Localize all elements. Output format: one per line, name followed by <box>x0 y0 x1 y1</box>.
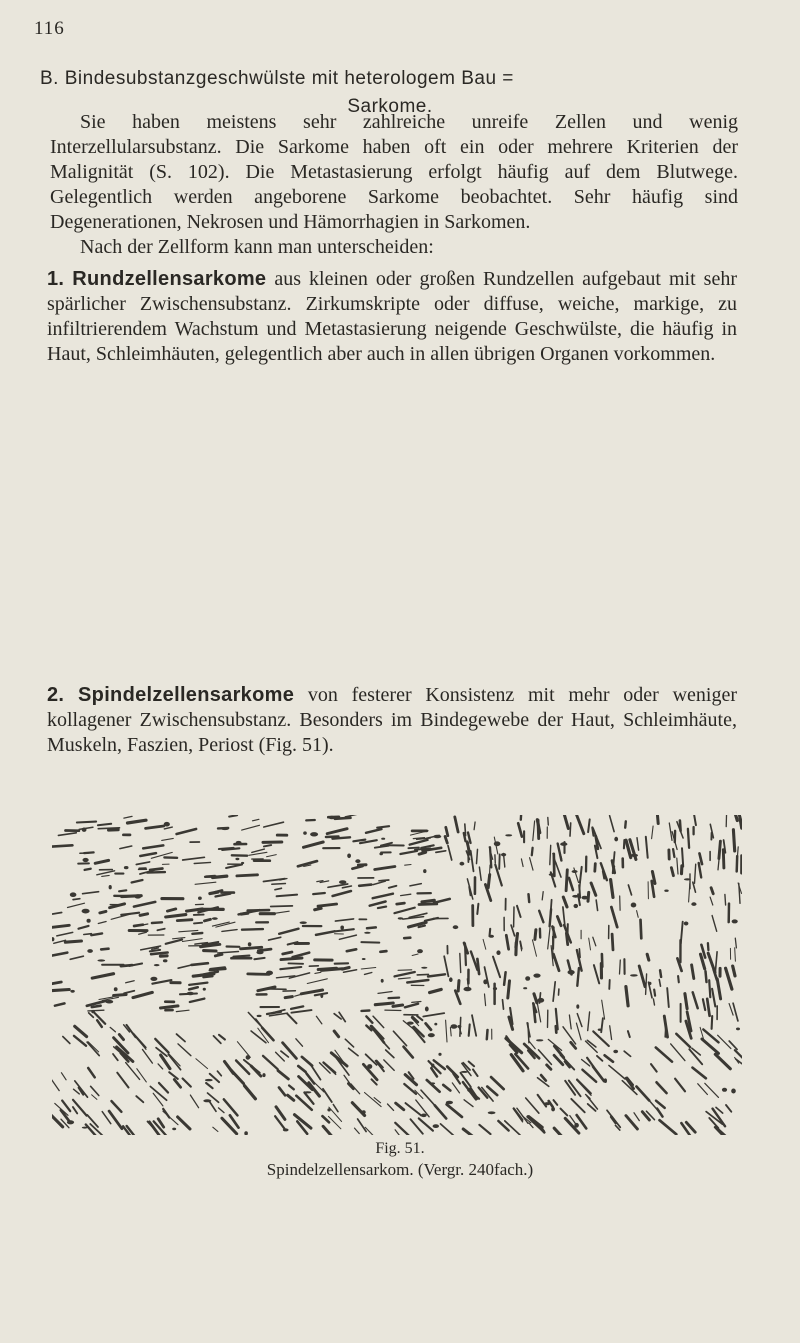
spindle-cell-stroke <box>248 910 269 911</box>
heading-title-line1: Bindesubstanzgeschwülste mit heterologem Bau = <box>64 68 514 89</box>
cell-nucleus-dot <box>150 977 157 981</box>
cell-nucleus-dot <box>451 1024 458 1029</box>
spindle-cell-stroke <box>711 888 713 894</box>
spindle-cell-stroke <box>405 865 411 866</box>
spindle-cell-stroke <box>469 1024 470 1035</box>
cell-nucleus-dot <box>453 925 459 929</box>
cell-nucleus-dot <box>82 1127 88 1129</box>
spindle-cell-stroke <box>194 923 202 924</box>
spindle-cell-stroke <box>612 934 613 950</box>
cell-nucleus-dot <box>433 1124 439 1128</box>
spindle-cell-stroke <box>393 1005 403 1006</box>
spindle-cell-stroke <box>579 949 580 958</box>
spindle-cell-stroke <box>626 987 628 1006</box>
cell-nucleus-dot <box>630 974 638 976</box>
cell-nucleus-dot <box>82 828 87 832</box>
cell-nucleus-dot <box>248 942 252 946</box>
cell-nucleus-dot <box>684 878 691 880</box>
cell-nucleus-dot <box>379 853 383 856</box>
cell-nucleus-dot <box>433 835 441 839</box>
spindle-cell-stroke <box>241 913 248 914</box>
cell-nucleus-dot <box>262 1073 265 1077</box>
spindle-cell-stroke <box>92 1006 101 1007</box>
spindle-cell-stroke <box>735 948 736 961</box>
cell-nucleus-dot <box>501 853 506 856</box>
cell-nucleus-dot <box>488 1111 496 1114</box>
cell-nucleus-dot <box>613 1050 618 1053</box>
spindle-cell-stroke <box>646 974 647 995</box>
spindle-cell-stroke <box>419 852 426 854</box>
cell-nucleus-dot <box>381 979 384 983</box>
spindle-cell-stroke <box>321 969 342 971</box>
cell-nucleus-dot <box>235 858 239 860</box>
spindle-cell-stroke <box>647 954 649 960</box>
spindle-cell-stroke <box>65 941 81 942</box>
page-number: 116 <box>34 18 65 39</box>
spindle-cell-stroke <box>678 976 679 982</box>
spindle-cell-stroke <box>205 919 211 921</box>
spindle-cell-stroke <box>460 953 461 972</box>
spindle-cell-stroke <box>532 848 533 855</box>
spindle-cell-stroke <box>550 845 551 864</box>
spindle-cell-stroke <box>595 864 596 872</box>
cell-nucleus-dot <box>154 964 160 966</box>
spindle-cell-stroke <box>315 908 321 910</box>
spindle-cell-stroke <box>673 849 674 857</box>
cell-nucleus-dot <box>221 828 229 831</box>
cell-nucleus-dot <box>320 993 323 998</box>
spindle-cell-stroke <box>229 815 237 816</box>
spindle-cell-stroke <box>504 972 506 985</box>
cell-nucleus-dot <box>417 949 423 953</box>
cell-nucleus-dot <box>631 854 638 857</box>
spindle-cell-stroke <box>285 997 292 998</box>
cell-nucleus-dot <box>572 870 578 873</box>
cell-nucleus-dot <box>736 1028 740 1031</box>
cell-nucleus-dot <box>241 862 244 864</box>
spindle-cell-stroke <box>529 894 530 902</box>
list-item-rundzellensarkome <box>47 267 737 367</box>
cell-nucleus-dot <box>457 1025 461 1028</box>
spindle-cell-stroke <box>658 815 659 823</box>
spindle-cell-stroke <box>380 951 386 952</box>
spindle-cell-stroke <box>378 907 386 909</box>
spindle-cell-stroke <box>487 1030 488 1039</box>
spindle-cell-stroke <box>219 848 234 849</box>
cell-nucleus-dot <box>97 959 105 961</box>
spindle-cell-stroke <box>508 981 510 998</box>
spindle-cell-stroke <box>620 960 621 974</box>
cell-nucleus-dot <box>70 990 74 993</box>
figure-caption: Spindelzellensarkom. (Vergr. 240fach.) <box>266 1160 534 1179</box>
spindle-cell-stroke <box>408 848 419 849</box>
cell-nucleus-dot <box>722 1088 727 1092</box>
cell-nucleus-dot <box>109 885 112 889</box>
spindle-cell-stroke <box>665 1025 666 1037</box>
spindle-cell-stroke <box>161 1006 179 1008</box>
list-item-text: aus kleinen oder großen Rundzellen aufgebaut mit sehr spärlicher Zwischensubstanz. Zirkumskripte oder diffuse, weiche, markige, zu infiltrierendem Wachstum und Metastasierung neigende Geschwülste, die häufig in Haut, Schleimhäuten, gelegentlich aber auch in allen übrigen Organen vorkommen. <box>47 268 737 365</box>
list-item-term: Spindelzellensarkome <box>78 684 295 706</box>
spindle-cell-stroke <box>114 995 127 996</box>
cell-nucleus-dot <box>604 1078 607 1083</box>
spindle-cell-stroke <box>685 994 687 1009</box>
spindle-cell-stroke <box>367 927 376 928</box>
spindle-cell-stroke <box>682 848 683 866</box>
cell-nucleus-dot <box>423 869 426 873</box>
cell-nucleus-dot <box>329 816 335 819</box>
list-item-spindelzellensarkome <box>47 683 737 758</box>
cell-nucleus-dot <box>236 841 242 844</box>
spindle-cell-stroke <box>84 934 92 935</box>
spindle-cell-stroke <box>477 959 479 974</box>
cell-nucleus-dot <box>367 1064 372 1069</box>
cell-nucleus-dot <box>434 1023 437 1026</box>
cell-nucleus-dot <box>407 1022 414 1025</box>
cell-nucleus-dot <box>347 854 351 859</box>
cell-nucleus-dot <box>494 841 501 846</box>
spindle-cell-stroke <box>237 875 258 876</box>
cell-nucleus-dot <box>598 1029 602 1031</box>
cell-nucleus-dot <box>732 919 738 923</box>
cell-nucleus-dot <box>398 917 403 919</box>
spindle-cell-stroke <box>490 847 491 867</box>
figure-label: Fig. 51. <box>375 1140 425 1157</box>
spindle-cell-stroke <box>361 942 379 943</box>
cell-nucleus-dot <box>362 1110 366 1114</box>
spindle-cell-stroke <box>551 900 552 915</box>
spindle-cell-stroke <box>625 821 626 827</box>
cell-nucleus-dot <box>544 1102 550 1105</box>
spindle-cell-stroke <box>733 966 735 976</box>
cell-nucleus-dot <box>114 987 118 991</box>
spindle-cell-stroke <box>412 1002 421 1003</box>
cell-nucleus-dot <box>464 987 472 991</box>
cell-nucleus-dot <box>582 896 588 900</box>
spindle-cell-stroke <box>52 990 69 991</box>
cell-nucleus-dot <box>67 1120 74 1124</box>
spindle-cell-stroke <box>100 911 106 913</box>
spindle-cell-stroke <box>377 826 389 828</box>
intro-paragraph: Sie haben meistens sehr zahlreiche unreife Zellen und wenig Interzellularsubstanz. Die Sarkome haben oft ein oder mehrere Kriterien der Malignität (S. 102). Die Metastasierung erfolgt häufig auf dem Blutwege. Gelegentlich werden angeborene Sarkome beobachtet. Sehr häufig sind Degenerationen, Nekrosen und Hämorrhagien in Sarkomen. <box>50 111 738 233</box>
cell-nucleus-dot <box>551 1107 555 1112</box>
spindle-cell-stroke <box>215 954 222 956</box>
spindle-cell-stroke <box>271 906 293 907</box>
spindle-cell-stroke <box>404 938 410 939</box>
spindle-cell-stroke <box>417 974 428 975</box>
spindle-cell-stroke <box>101 949 108 950</box>
cell-nucleus-dot <box>327 1108 330 1111</box>
cell-nucleus-dot <box>203 1099 211 1102</box>
cell-nucleus-dot <box>203 988 206 991</box>
cell-nucleus-dot <box>460 862 465 866</box>
cell-nucleus-dot <box>664 890 668 892</box>
spindle-cell-stroke <box>499 854 500 869</box>
spindle-cell-stroke <box>446 827 448 835</box>
spindle-cell-stroke <box>147 872 165 873</box>
spindle-cell-stroke <box>725 895 726 906</box>
cell-nucleus-dot <box>83 858 89 862</box>
spindle-cell-stroke <box>134 925 143 926</box>
spindle-cell-stroke <box>359 885 371 886</box>
cell-nucleus-dot <box>461 1071 468 1073</box>
cell-nucleus-dot <box>428 1033 435 1037</box>
spindle-cell-stroke <box>706 971 707 982</box>
cell-nucleus-dot <box>496 950 500 955</box>
spindle-cell-stroke <box>535 930 536 940</box>
spindle-cell-stroke <box>211 968 225 970</box>
spindle-cell-stroke <box>52 845 72 846</box>
spindle-cell-stroke <box>215 890 222 892</box>
cell-nucleus-dot <box>537 998 544 1003</box>
spindle-cell-stroke <box>709 980 710 997</box>
cell-nucleus-dot <box>246 1055 251 1060</box>
cell-nucleus-dot <box>70 892 77 897</box>
cell-nucleus-dot <box>572 895 579 898</box>
cell-nucleus-dot <box>614 837 618 842</box>
spindle-cell-stroke <box>242 929 263 930</box>
spindle-cell-stroke <box>458 981 459 991</box>
spindle-cell-stroke <box>77 822 96 823</box>
spindle-cell-stroke <box>503 1000 504 1009</box>
spindle-cell-stroke <box>119 890 126 891</box>
cell-nucleus-dot <box>446 1101 453 1104</box>
spindle-cell-stroke <box>254 958 264 959</box>
cell-nucleus-dot <box>164 822 170 827</box>
cell-nucleus-dot <box>212 917 218 920</box>
spindle-cell-stroke <box>723 850 724 868</box>
spindle-cell-stroke <box>326 837 339 838</box>
spindle-cell-stroke <box>281 958 302 960</box>
spindle-cell-stroke <box>654 990 655 996</box>
cell-nucleus-dot <box>449 977 453 982</box>
spindle-cell-stroke <box>712 1016 713 1029</box>
cell-nucleus-dot <box>430 1082 435 1084</box>
spindle-cell-stroke <box>733 830 734 851</box>
spindle-cell-stroke <box>588 892 589 901</box>
spindle-cell-stroke <box>85 869 91 870</box>
cell-nucleus-dot <box>648 982 651 985</box>
cell-nucleus-dot <box>303 831 307 834</box>
spindle-cell-stroke <box>671 868 673 876</box>
cell-nucleus-dot <box>304 1091 312 1093</box>
cell-nucleus-dot <box>489 935 494 938</box>
spindle-cell-stroke <box>375 1003 393 1005</box>
list-item-term: Rundzellensarkome <box>72 268 267 290</box>
spindle-cell-stroke <box>152 922 162 923</box>
spindle-cell-stroke <box>73 899 80 900</box>
cell-nucleus-dot <box>493 987 497 990</box>
cell-nucleus-dot <box>574 904 579 908</box>
classification-intro: Nach der Zellform kann man unterscheiden: <box>80 236 434 258</box>
cell-nucleus-dot <box>256 951 263 955</box>
micrograph-illustration <box>52 815 742 1135</box>
cell-nucleus-dot <box>283 1128 289 1131</box>
cell-nucleus-dot <box>731 1089 736 1094</box>
spindle-cell-stroke <box>624 840 625 848</box>
cell-nucleus-dot <box>421 967 427 969</box>
spindle-cell-stroke <box>641 920 642 938</box>
list-item-number: 2. <box>47 684 65 706</box>
cell-nucleus-dot <box>82 909 90 914</box>
cell-nucleus-dot <box>533 974 540 978</box>
cell-nucleus-dot <box>483 979 487 984</box>
spindle-cell-stroke <box>556 1026 557 1032</box>
spindle-cell-stroke <box>150 869 162 871</box>
cell-nucleus-dot <box>105 1000 113 1004</box>
spindle-cell-stroke <box>177 920 192 921</box>
cell-nucleus-dot <box>421 1114 427 1118</box>
cell-nucleus-dot <box>87 919 91 923</box>
cell-nucleus-dot <box>431 1064 434 1068</box>
cell-nucleus-dot <box>568 970 575 975</box>
cell-nucleus-dot <box>560 842 567 846</box>
heading-prefix: B. <box>40 68 59 89</box>
cell-nucleus-dot <box>163 959 168 962</box>
spindle-cell-stroke <box>335 818 351 819</box>
spindle-cell-stroke <box>248 974 269 975</box>
spindle-cell-stroke <box>422 900 434 902</box>
cell-nucleus-dot <box>310 832 318 836</box>
spindle-cell-stroke <box>548 818 549 826</box>
spindle-cell-stroke <box>98 828 119 829</box>
spindle-cell-stroke <box>490 865 491 875</box>
spindle-cell-stroke <box>389 998 400 999</box>
cell-nucleus-dot <box>364 932 371 934</box>
spindle-cell-stroke <box>264 845 271 846</box>
cell-nucleus-dot <box>187 992 194 995</box>
list-item-number: 1. <box>47 268 65 290</box>
spindle-cell-stroke <box>488 875 490 888</box>
spindle-cell-stroke <box>233 956 249 957</box>
spindle-cell-stroke <box>469 887 470 895</box>
spindle-cell-stroke <box>680 821 681 831</box>
cell-nucleus-dot <box>339 880 346 884</box>
spindle-cell-stroke <box>84 852 94 853</box>
spindle-cell-stroke <box>313 893 325 894</box>
cell-nucleus-dot <box>574 1123 579 1128</box>
cell-nucleus-dot <box>549 873 555 876</box>
cell-nucleus-dot <box>134 894 141 898</box>
spindle-cell-stroke <box>192 933 202 934</box>
cell-nucleus-dot <box>362 958 366 960</box>
cell-nucleus-dot <box>87 949 93 953</box>
cell-nucleus-dot <box>684 922 689 926</box>
spindle-cell-stroke <box>464 833 466 841</box>
cell-nucleus-dot <box>355 859 360 863</box>
spindle-cell-stroke <box>397 903 405 904</box>
spindle-cell-stroke <box>477 849 478 863</box>
cell-nucleus-dot <box>340 926 344 930</box>
spindle-cell-stroke <box>553 927 554 949</box>
spindle-cell-stroke <box>258 949 271 951</box>
spindle-cell-stroke <box>342 968 349 970</box>
cell-nucleus-dot <box>257 1015 262 1017</box>
spindle-cell-stroke <box>241 947 262 949</box>
spindle-cell-stroke <box>419 926 425 928</box>
cell-nucleus-dot <box>425 1007 429 1012</box>
spindle-cell-stroke <box>538 820 539 839</box>
spindle-cell-stroke <box>140 914 148 916</box>
cell-nucleus-dot <box>300 921 307 924</box>
cell-nucleus-dot <box>124 866 129 869</box>
spindle-cell-stroke <box>660 970 661 977</box>
cell-nucleus-dot <box>631 903 637 908</box>
cell-nucleus-dot <box>523 987 527 989</box>
spindle-cell-stroke <box>477 904 478 914</box>
spindle-cell-stroke <box>88 1010 104 1011</box>
cell-nucleus-dot <box>525 976 530 981</box>
spindle-cell-stroke <box>566 870 567 891</box>
cell-nucleus-dot <box>691 902 696 906</box>
cell-nucleus-dot <box>576 1004 579 1008</box>
spindle-cell-stroke <box>688 829 689 848</box>
cell-nucleus-dot <box>198 897 202 900</box>
spindle-cell-stroke <box>151 953 168 955</box>
cell-nucleus-dot <box>381 838 385 840</box>
spindle-cell-stroke <box>577 968 579 986</box>
cell-nucleus-dot <box>505 834 512 836</box>
cell-nucleus-dot <box>536 1039 543 1041</box>
spindle-cell-stroke <box>398 970 412 971</box>
spindle-cell-stroke <box>570 823 571 836</box>
cell-nucleus-dot <box>205 1079 213 1081</box>
spindle-cell-stroke <box>52 925 69 927</box>
spindle-cell-stroke <box>379 880 389 881</box>
cell-nucleus-dot <box>438 1053 441 1056</box>
spindle-cell-stroke <box>213 876 227 877</box>
spindle-cell-stroke <box>708 943 709 950</box>
list-item-text: von festerer Konsistenz mit mehr oder weniger kollagener Zwischensubstanz. Besonders im Bindegewebe der Haut, Schleimhäute, Muskeln, Faszien, Periost (Fig. 51). <box>47 684 737 756</box>
heading-title-line2: Sarkome. <box>347 96 433 117</box>
cell-nucleus-dot <box>266 971 273 976</box>
cell-nucleus-dot <box>172 1128 176 1131</box>
figure-spindle-cell-sarcoma-micrograph <box>52 815 742 1135</box>
spindle-cell-stroke <box>272 884 286 885</box>
cell-nucleus-dot <box>91 1010 95 1013</box>
